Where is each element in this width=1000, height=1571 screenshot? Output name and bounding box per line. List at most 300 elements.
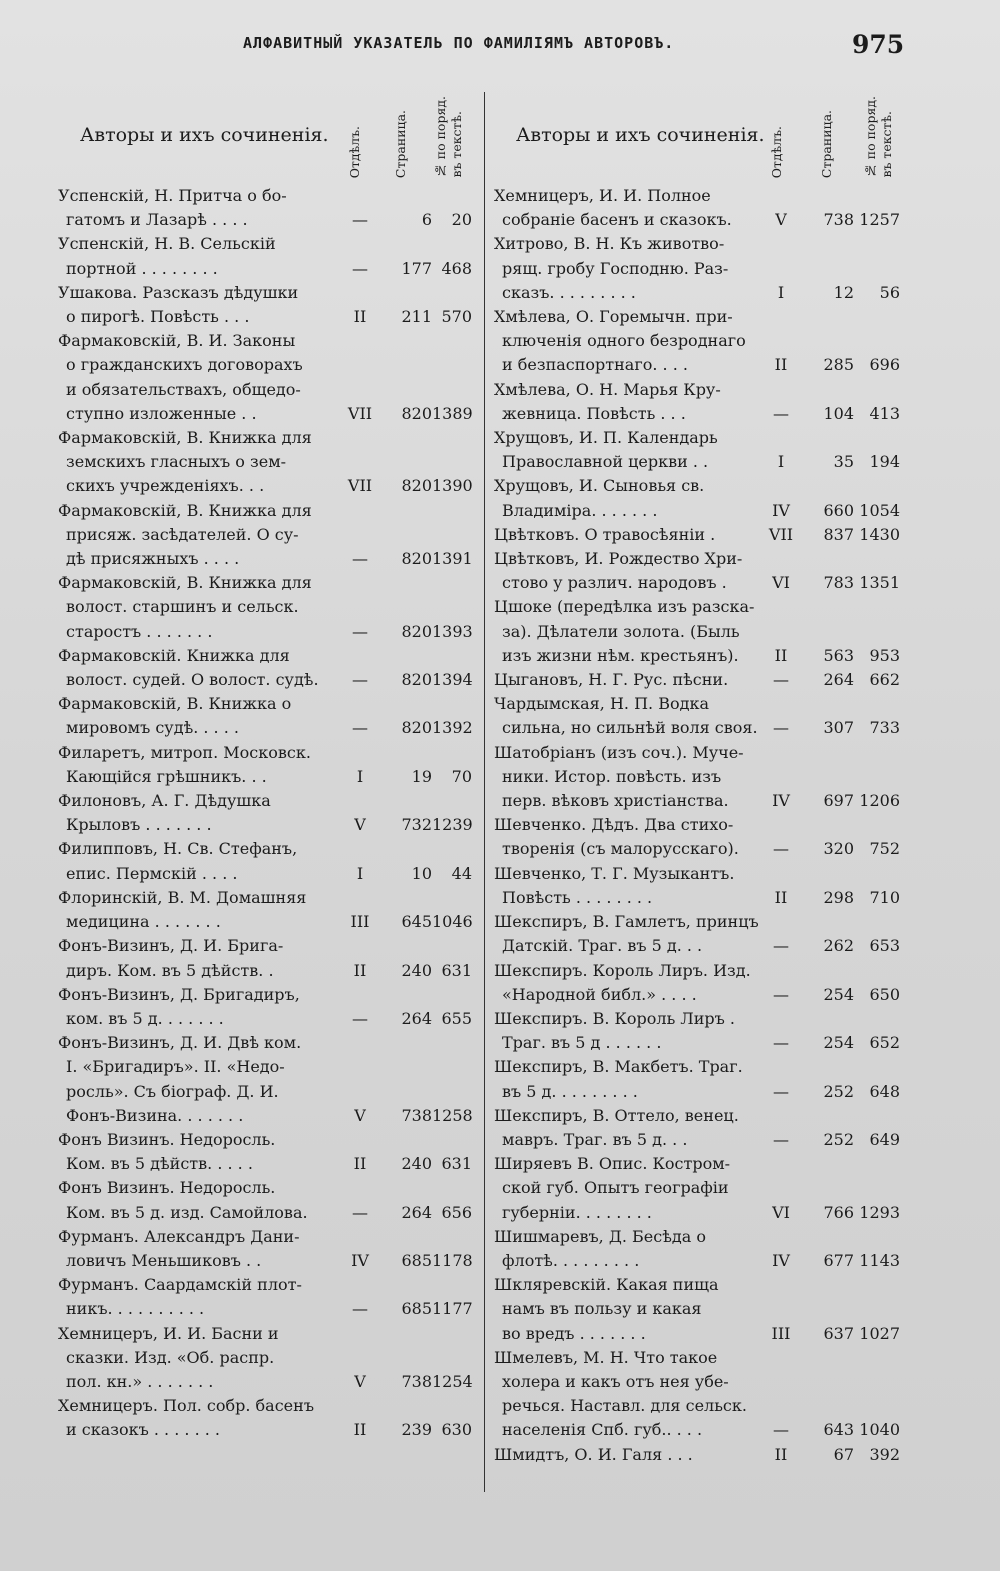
entry-section: I: [777, 282, 785, 302]
index-entry: [58, 499, 476, 572]
entry-section: —: [352, 549, 368, 569]
index-entry: [494, 741, 906, 814]
entry-number: 733: [869, 718, 900, 738]
column-header-page: Страница.: [393, 109, 408, 178]
entry-title-line: Фармаковскій, В. Книжка для: [58, 500, 312, 520]
index-entry: [494, 862, 906, 910]
entry-title-line: губерніи. . . . . . . .: [502, 1202, 652, 1222]
entry-title-line: творенія (съ малорусскаго).: [502, 839, 739, 859]
entry-references: [494, 1201, 906, 1225]
entry-title-line: ступно изложенные . .: [66, 403, 257, 423]
entry-number: 649: [869, 1129, 900, 1149]
entry-title-line: Фармаковскій. Книжка для: [58, 645, 290, 665]
entry-page: 320: [823, 839, 854, 859]
entry-title-line: Филоновъ, А. Г. Дѣдушка: [58, 791, 271, 811]
entry-references: [494, 354, 906, 378]
entry-number: 1239: [432, 815, 473, 835]
index-entry: [494, 547, 906, 595]
entry-page: 563: [823, 645, 854, 665]
entry-title-line: сказъ. . . . . . . . .: [502, 282, 636, 302]
entry-references: [58, 208, 476, 232]
entry-section: —: [352, 1008, 368, 1028]
entry-page: 738: [823, 210, 854, 230]
entry-title-line: «Народной библ.» . . . .: [502, 984, 697, 1004]
entry-page: 264: [401, 1202, 432, 1222]
index-entry: [58, 789, 476, 837]
entry-references: [494, 1031, 906, 1055]
entry-references: [58, 765, 476, 789]
index-entry: [58, 281, 476, 329]
entry-section: II: [774, 645, 788, 665]
entry-section: VII: [347, 403, 373, 423]
entry-title-line: Успенскій, Н. В. Сельскій: [58, 234, 276, 254]
entry-number: 953: [869, 645, 900, 665]
entry-references: [494, 1443, 906, 1467]
entry-number: 1430: [859, 524, 900, 544]
column-header-page: Страница.: [819, 109, 834, 178]
entry-number: 1027: [859, 1323, 900, 1343]
entry-references: [58, 862, 476, 886]
entry-title-line: холера и какъ отъ нея убе-: [502, 1371, 729, 1391]
index-entry: [58, 837, 476, 885]
index-entry: [58, 1225, 476, 1273]
entry-list: [58, 184, 476, 1443]
entry-page: 67: [833, 1444, 854, 1464]
entry-references: [494, 935, 906, 959]
column-header-section: Отдѣлъ.: [769, 125, 784, 178]
entry-title-line: ключенія одного безроднаго: [502, 331, 746, 351]
entry-title-line: ком. въ 5 д. . . . . . .: [66, 1008, 224, 1028]
entry-page: 19: [411, 766, 432, 786]
entry-title-line: Филаретъ, митроп. Московск.: [58, 742, 311, 762]
entry-title-line: Успенскій, Н. Притча о бо-: [58, 186, 287, 205]
index-entry: [58, 983, 476, 1031]
index-column-left: [58, 86, 476, 1443]
entry-title-line: Цвѣтковъ, И. Рождество Хри-: [494, 549, 743, 569]
entry-title-line: Фонъ Визинъ. Недоросль.: [58, 1178, 276, 1198]
entry-page: 697: [823, 791, 854, 811]
entry-number: 1393: [432, 621, 473, 641]
entry-section: —: [773, 1129, 789, 1149]
entry-title-line: Чардымская, Н. П. Водка: [494, 694, 709, 714]
entry-page: 643: [823, 1420, 854, 1440]
entry-section: —: [352, 621, 368, 641]
entry-references: [58, 1298, 476, 1322]
entry-title-line: Ширяевъ В. Опис. Костром-: [494, 1154, 731, 1174]
index-entry: [58, 571, 476, 644]
entry-section: —: [773, 1081, 789, 1101]
entry-number: 44: [451, 863, 472, 883]
entry-title-line: волост. старшинъ и сельск.: [66, 597, 299, 617]
entry-section: II: [353, 960, 367, 980]
index-entry: [494, 474, 906, 522]
entry-title-line: Фонъ Визинъ. Недоросль.: [58, 1129, 276, 1149]
entry-title-line: Флоринскій, В. М. Домашняя: [58, 887, 307, 907]
entry-title-line: Фармаковскій, В. Книжка для: [58, 573, 312, 593]
entry-title-line: Кающійся грѣшникъ. . .: [66, 766, 267, 786]
entry-title-line: мировомъ судѣ. . . . .: [66, 718, 239, 738]
entry-section: —: [773, 670, 789, 690]
index-entry: [58, 886, 476, 934]
entry-section: —: [773, 839, 789, 859]
entry-title-line: Шекспиръ, В. Макбетъ. Траг.: [494, 1057, 743, 1077]
entry-title-line: и безпаспортнаго. . . .: [502, 355, 688, 375]
entry-references: [58, 257, 476, 281]
entry-title-line: Повѣсть . . . . . . . .: [502, 887, 653, 907]
entry-number: 413: [869, 403, 900, 423]
entry-page: 285: [823, 355, 854, 375]
entry-title-line: епис. Пермскій . . . .: [66, 863, 238, 883]
entry-page: 677: [823, 1250, 854, 1270]
entry-references: [58, 1007, 476, 1031]
entry-title-line: Шекспиръ. В. Король Лиръ .: [494, 1008, 735, 1028]
entry-number: 1040: [859, 1420, 900, 1440]
entry-number: 1257: [859, 210, 900, 230]
index-entry: [58, 1128, 476, 1176]
entry-section: —: [773, 403, 789, 423]
entry-page: 685: [401, 1299, 432, 1319]
entry-section: —: [352, 718, 368, 738]
entry-section: —: [352, 670, 368, 690]
entry-references: [494, 717, 906, 741]
entry-title-line: ники. Истор. повѣсть. изъ: [502, 766, 722, 786]
entry-section: III: [350, 912, 370, 932]
entry-title-line: Траг. въ 5 д . . . . . .: [502, 1033, 662, 1053]
entry-section: V: [354, 815, 366, 835]
entry-section: V: [354, 1105, 366, 1125]
entry-number: 630: [441, 1420, 472, 1440]
entry-page: 240: [401, 960, 432, 980]
entry-number: 1391: [432, 549, 473, 569]
entry-title-line: Хитрово, В. Н. Къ животво-: [494, 234, 725, 254]
entry-title-line: I. «Бригадиръ». II. «Недо-: [66, 1057, 285, 1077]
entry-section: IV: [772, 791, 790, 811]
entry-number: 652: [869, 1033, 900, 1053]
entry-page: 645: [401, 912, 432, 932]
index-entry: [494, 1273, 906, 1346]
entry-page: 239: [401, 1420, 432, 1440]
entry-title-line: Шкляревскій. Какая пища: [494, 1275, 719, 1295]
entry-references: [494, 281, 906, 305]
entry-title-line: Хемницеръ. Пол. собр. басенъ: [58, 1396, 314, 1416]
entry-title-line: о пирогѣ. Повѣсть . . .: [66, 307, 250, 327]
entry-title-line: Шекспиръ, В. Гамлетъ, принцъ: [494, 912, 759, 932]
index-entry: [58, 1322, 476, 1395]
entry-number: 56: [879, 282, 900, 302]
column-divider: [484, 92, 485, 1492]
entry-page: 240: [401, 1154, 432, 1174]
entry-title-line: волост. судей. О волост. судѣ.: [66, 670, 319, 690]
entry-page: 6: [421, 210, 432, 230]
entry-references: [58, 547, 476, 571]
entry-title-line: пол. кн.» . . . . . . .: [66, 1371, 214, 1391]
entry-references: [494, 789, 906, 813]
entry-section: —: [773, 936, 789, 956]
entry-number: 1258: [432, 1105, 473, 1125]
entry-references: [494, 1419, 906, 1443]
entry-number: 1390: [432, 476, 473, 496]
entry-number: 631: [441, 1154, 472, 1174]
index-entry: [494, 692, 906, 740]
index-entry: [494, 595, 906, 668]
entry-references: [58, 305, 476, 329]
index-entry: [494, 426, 906, 474]
entry-page: 104: [823, 403, 854, 423]
entry-number: 650: [869, 984, 900, 1004]
entry-references: [58, 1419, 476, 1443]
index-entry: [58, 1176, 476, 1224]
entry-page: 211: [401, 307, 432, 327]
entry-title-line: Цшоке (передѣлка изъ разска-: [494, 597, 755, 617]
entry-section: —: [352, 210, 368, 230]
entry-section: IV: [772, 500, 790, 520]
entry-section: II: [774, 1444, 788, 1464]
entry-title-line: Фармаковскій, В. И. Законы: [58, 331, 296, 351]
entry-section: I: [777, 452, 785, 472]
column-header-number-sub: въ текстѣ.: [879, 111, 894, 178]
entry-page: 660: [823, 500, 854, 520]
entry-references: [494, 983, 906, 1007]
entry-section: VII: [347, 476, 373, 496]
entry-title-line: и сказокъ . . . . . . .: [66, 1420, 220, 1440]
index-entry: [58, 644, 476, 692]
entry-number: 1293: [859, 1202, 900, 1222]
entry-number: 1178: [432, 1250, 473, 1270]
entry-title-line: земскихъ гласныхъ о зем-: [66, 452, 287, 472]
entry-number: 1254: [432, 1371, 473, 1391]
entry-title-line: Фурманъ. Саардамскій плот-: [58, 1275, 302, 1295]
entry-page: 264: [823, 670, 854, 690]
entry-title-line: дѣ присяжныхъ . . . .: [66, 549, 240, 569]
page-number: 975: [852, 30, 905, 59]
entry-number: 20: [451, 210, 472, 230]
entry-number: 468: [441, 258, 472, 278]
entry-page: 820: [401, 476, 432, 496]
entry-title-line: и обязательствахъ, общедо-: [66, 379, 301, 399]
index-entry: [494, 305, 906, 378]
entry-number: 392: [869, 1444, 900, 1464]
entry-references: [494, 1080, 906, 1104]
entry-title-line: скихъ учрежденіяхъ. . .: [66, 476, 265, 496]
entry-page: 783: [823, 573, 854, 593]
entry-page: 637: [823, 1323, 854, 1343]
entry-section: IV: [772, 1250, 790, 1270]
entry-title-line: за). Дѣлатели золота. (Быль: [502, 621, 740, 641]
entry-title-line: перв. вѣковъ христіанства.: [502, 791, 729, 811]
entry-title-line: Шмелевъ, М. Н. Что такое: [494, 1347, 718, 1367]
entry-title-line: старостъ . . . . . . .: [66, 621, 213, 641]
index-entry: [494, 1055, 906, 1103]
entry-section: IV: [351, 1250, 369, 1270]
column-header-section: Отдѣлъ.: [347, 125, 362, 178]
entry-title-line: Шатобріанъ (изъ соч.). Муче-: [494, 742, 744, 762]
entry-references: [494, 668, 906, 692]
entry-number: 1389: [432, 403, 473, 423]
entry-number: 1054: [859, 500, 900, 520]
entry-section: —: [352, 1299, 368, 1319]
entry-section: II: [353, 1154, 367, 1174]
entry-page: 732: [401, 815, 432, 835]
running-title: АЛФАВИТНЫЙ УКАЗАТЕЛЬ ПО ФАМИЛІЯМЪ АВТОРОВЪ.: [243, 34, 675, 52]
column-header: [58, 86, 476, 184]
entry-page: 12: [833, 282, 854, 302]
entry-page: 10: [411, 863, 432, 883]
entry-section: —: [352, 1202, 368, 1222]
entry-section: I: [356, 766, 364, 786]
entry-number: 631: [441, 960, 472, 980]
entry-title-line: жевница. Повѣсть . . .: [502, 403, 686, 423]
entry-title-line: Шекспиръ. Король Лиръ. Изд.: [494, 960, 751, 980]
entry-title-line: Шмидтъ, О. И. Галя . . .: [494, 1444, 693, 1464]
entry-page: 252: [823, 1081, 854, 1101]
entry-title-line: гатомъ и Лазарѣ . . . .: [66, 210, 248, 230]
entry-title-line: Фонъ-Визина. . . . . . .: [66, 1105, 244, 1125]
entry-number: 656: [441, 1202, 472, 1222]
entry-references: [494, 523, 906, 547]
entry-references: [58, 959, 476, 983]
entry-page: 685: [401, 1250, 432, 1270]
entry-title-line: Хемницеръ, И. И. Басни и: [58, 1323, 279, 1343]
entry-page: 307: [823, 718, 854, 738]
entry-section: —: [773, 984, 789, 1004]
entry-title-line: Цыгановъ, Н. Г. Рус. пѣсни.: [494, 670, 729, 690]
entry-title-line: Филипповъ, Н. Св. Стефанъ,: [58, 839, 298, 859]
entry-title-line: Ком. въ 5 дѣйств. . . . .: [66, 1154, 253, 1174]
index-entry: [494, 959, 906, 1007]
entry-title-line: диръ. Ком. въ 5 дѣйств. .: [66, 960, 274, 980]
entry-references: [494, 886, 906, 910]
index-entry: [58, 232, 476, 280]
entry-section: II: [774, 887, 788, 907]
entry-references: [58, 1370, 476, 1394]
index-entry: [58, 329, 476, 426]
entry-number: 655: [441, 1008, 472, 1028]
entry-title-line: стово у различ. народовъ .: [502, 573, 727, 593]
entry-number: 70: [451, 766, 472, 786]
index-entry: [58, 934, 476, 982]
index-entry: [494, 1152, 906, 1225]
entry-title-line: Ушакова. Разсказъ дѣдушки: [58, 282, 299, 302]
entry-title-line: Хмѣлева, О. Горемычн. при-: [494, 307, 733, 327]
entry-title-line: населенія Спб. губ.. . . .: [502, 1420, 703, 1440]
entry-number: 570: [441, 307, 472, 327]
entry-title-line: флотѣ. . . . . . . . .: [502, 1250, 640, 1270]
entry-references: [494, 499, 906, 523]
entry-number: 1177: [432, 1299, 473, 1319]
entry-title-line: Шишмаревъ, Д. Бесѣда о: [494, 1226, 706, 1246]
index-entry: [494, 232, 906, 305]
entry-references: [494, 1322, 906, 1346]
entry-number: 662: [869, 670, 900, 690]
entry-list: [494, 184, 906, 1467]
entry-title-line: ской губ. Опытъ географіи: [502, 1178, 729, 1198]
entry-page: 738: [401, 1105, 432, 1125]
entry-references: [494, 1128, 906, 1152]
entry-title-line: Хрущовъ, И. П. Календарь: [494, 428, 718, 448]
entry-references: [58, 1152, 476, 1176]
entry-number: 710: [869, 887, 900, 907]
index-entry: [494, 184, 906, 232]
entry-number: 1206: [859, 791, 900, 811]
entry-references: [58, 668, 476, 692]
index-entry: [58, 741, 476, 789]
entry-title-line: ловичъ Меньшиковъ . .: [66, 1250, 262, 1270]
entry-title-line: въ 5 д. . . . . . . . .: [502, 1081, 638, 1101]
entry-title-line: Фармаковскій, В. Книжка для: [58, 428, 312, 448]
entry-references: [494, 450, 906, 474]
index-entry: [58, 1031, 476, 1128]
entry-title-line: сильна, но сильнѣй воля своя.: [502, 718, 758, 738]
entry-references: [58, 1104, 476, 1128]
entry-references: [58, 475, 476, 499]
index-entry: [494, 668, 906, 692]
entry-page: 35: [833, 452, 854, 472]
index-entry: [494, 1007, 906, 1055]
entry-title-line: Шевченко. Дѣдъ. Два стихо-: [494, 815, 734, 835]
entry-title-line: намъ въ пользу и какая: [502, 1299, 702, 1319]
entry-section: V: [354, 1371, 366, 1391]
entry-title-line: присяж. засѣдателей. О су-: [66, 524, 299, 544]
index-entry: [494, 910, 906, 958]
entry-title-line: Шевченко, Т. Г. Музыкантъ.: [494, 863, 735, 883]
entry-title-line: Хрущовъ, И. Сыновья св.: [494, 476, 705, 496]
entry-number: 696: [869, 355, 900, 375]
column-header-number: № по поряд.: [863, 95, 878, 178]
column-header-number-sub: въ текстѣ.: [449, 111, 464, 178]
index-entry: [58, 1394, 476, 1442]
entry-title-line: росль». Съ біограф. Д. И.: [66, 1081, 279, 1101]
column-header-title: Авторы и ихъ сочиненія.: [80, 124, 329, 146]
entry-title-line: Хмѣлева, О. Н. Марья Кру-: [494, 379, 721, 399]
entry-title-line: Фурманъ. Александръ Дани-: [58, 1226, 300, 1246]
entry-page: 820: [401, 621, 432, 641]
entry-references: [58, 1249, 476, 1273]
entry-page: 820: [401, 403, 432, 423]
entry-page: 298: [823, 887, 854, 907]
entry-references: [494, 644, 906, 668]
entry-page: 820: [401, 718, 432, 738]
entry-references: [494, 571, 906, 595]
entry-number: 648: [869, 1081, 900, 1101]
entry-section: —: [773, 718, 789, 738]
entry-references: [58, 910, 476, 934]
index-entry: [494, 1104, 906, 1152]
entry-references: [58, 620, 476, 644]
entry-title-line: собраніе басенъ и сказокъ.: [502, 210, 732, 230]
index-entry: [494, 1225, 906, 1273]
entry-number: 752: [869, 839, 900, 859]
entry-section: II: [774, 355, 788, 375]
entry-title-line: мавръ. Траг. въ 5 д. . .: [502, 1129, 688, 1149]
entry-references: [494, 402, 906, 426]
entry-title-line: Фонъ-Визинъ, Д. И. Брига-: [58, 936, 284, 956]
entry-number: 1392: [432, 718, 473, 738]
entry-section: II: [353, 307, 367, 327]
index-entry: [494, 813, 906, 861]
entry-number: 1143: [859, 1250, 900, 1270]
column-header-title: Авторы и ихъ сочиненія.: [516, 124, 765, 146]
entry-title-line: Датскій. Траг. въ 5 д. . .: [502, 936, 703, 956]
entry-references: [494, 838, 906, 862]
index-entry: [494, 1346, 906, 1443]
entry-section: —: [773, 1033, 789, 1053]
entry-section: I: [356, 863, 364, 883]
entry-references: [494, 1249, 906, 1273]
entry-title-line: медицина . . . . . . .: [66, 912, 221, 932]
entry-number: 1394: [432, 670, 473, 690]
entry-section: VI: [772, 573, 790, 593]
entry-section: VI: [772, 1202, 790, 1222]
